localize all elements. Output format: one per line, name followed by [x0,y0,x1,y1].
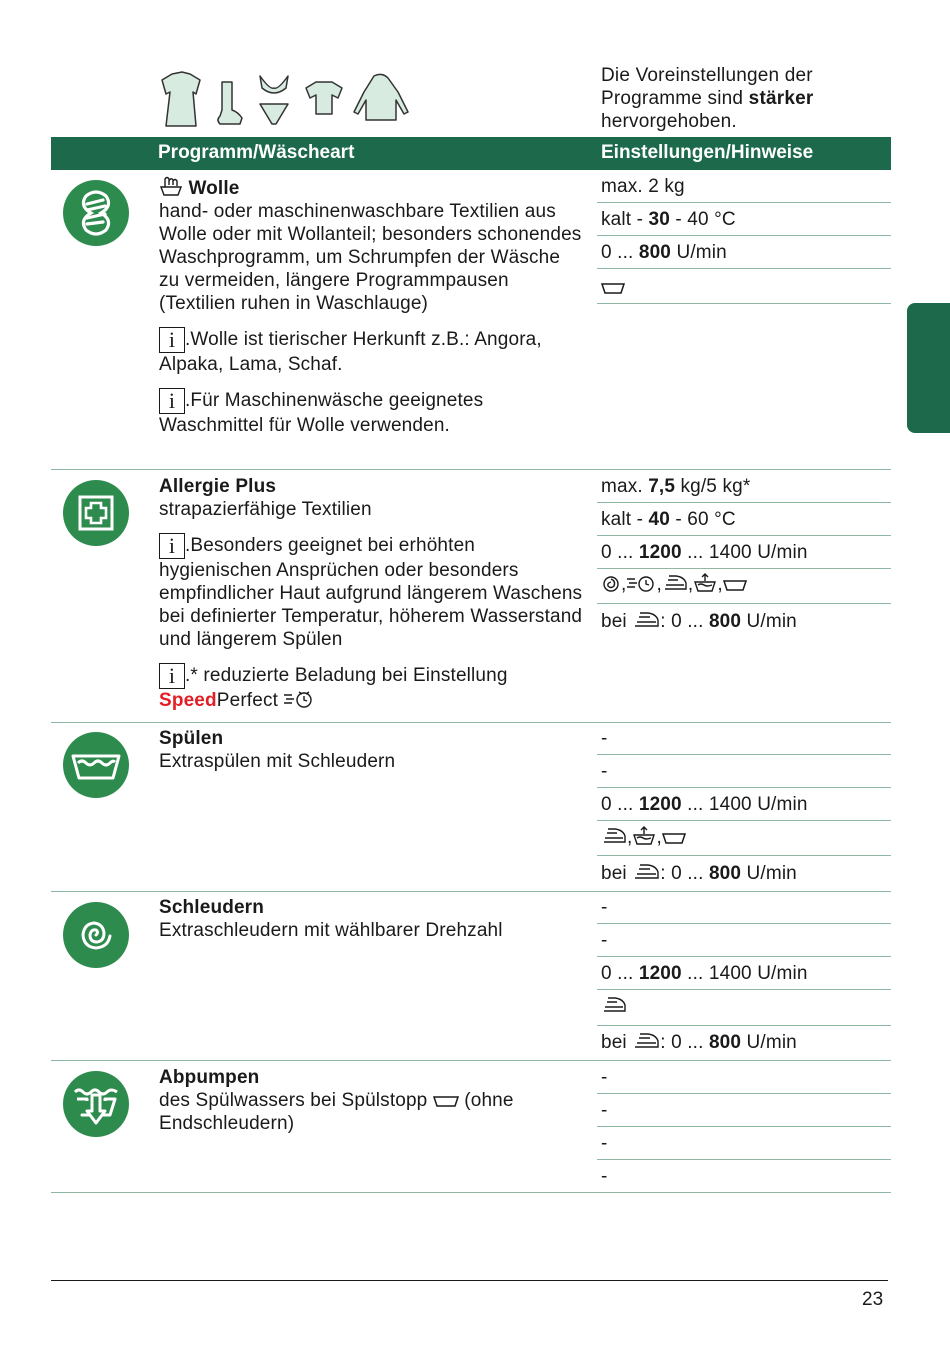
cell-divider [597,568,891,569]
t1: kalt - [601,509,649,530]
spin-setting-less-ironing [597,1031,891,1054]
wool-note-2-text: .Für Maschinenwäsche geeignetes Waschmittel für Wolle verwenden. [159,390,484,436]
cell-divider [597,855,891,856]
cell-divider [597,1093,891,1094]
row-separator [51,469,891,470]
stain-icon [601,575,621,593]
rinse-setting-less-ironing [597,862,891,885]
l2: 7,5 [648,476,676,497]
wool-setting-options [597,276,891,299]
s2: 1200 [638,963,682,984]
spin-description [159,896,584,942]
b3: 800 [708,1032,742,1053]
t3: - 60 °C [669,509,736,530]
t2: 40 [648,509,670,530]
info-icon: i [159,533,185,559]
less-ironing-icon [632,862,660,882]
wool-description [159,175,584,437]
s1: 0 ... [601,963,639,984]
allergy-title: Allergie Plus [159,476,277,497]
cell-divider [597,235,891,236]
rinse-title: Spülen [159,728,224,749]
intro-bold-word: stärker [748,88,814,109]
row-separator [51,1060,891,1061]
wool-setting-spin [597,241,891,264]
s3: U/min [671,242,727,263]
allergy-setting-temp [597,508,891,531]
allergy-note-2 [159,663,584,712]
spin-setting-temp: - [601,930,608,951]
cell-divider [597,1159,891,1160]
drain-text [159,1089,584,1135]
header-settings: Einstellungen/Hinweise [601,142,814,163]
rinse-setting-spin [597,793,891,816]
wool-note-1 [159,327,584,376]
drain-setting-load: - [601,1067,608,1088]
allergy-setting-options [597,573,891,596]
allergy-note-2-text: .* reduzierte Beladung bei Einstellung [185,665,508,686]
rinse-hold-icon [433,1093,459,1109]
rinse-hold-icon [601,280,625,296]
perfect-label: Perfect [216,690,279,711]
allergy-note-1-text: .Besonders geeignet bei erhöhten hygienischen Ansprüchen oder besonders empfindlicher Haut aufgrund längerem Waschens bei definierter Temperatur, höherem Wasserstand und längerem Spülen [159,535,583,650]
speedperfect-icon [283,689,315,709]
page-number: 23 [862,1289,884,1310]
allergy-text: strapazierfähige Textilien [159,499,372,520]
cell-divider [597,303,891,304]
allergy-setting-load [597,475,891,498]
extra-rinse-icon [632,826,656,846]
rinse-setting-temp: - [601,761,608,782]
drain-setting-spin: - [601,1133,608,1154]
spin-setting-spin [597,962,891,985]
l3: kg/5 kg* [675,476,751,497]
info-icon: i [159,327,185,353]
cell-divider [597,923,891,924]
s1: 0 ... [601,542,639,563]
row-separator [51,722,891,723]
cell-divider [597,268,891,269]
wool-title-row [159,175,584,200]
spin-setting-options [597,995,891,1018]
less-ironing-icon [601,826,627,846]
comma: , [656,574,662,595]
cell-divider [597,202,891,203]
drain-setting-options: - [601,1166,608,1187]
comma: , [687,574,694,595]
b2: : 0 ... [660,611,709,632]
intro-line-3: hervorgehoben. [601,111,737,132]
s2: 1200 [638,794,682,815]
cell-divider [597,603,891,604]
rinse-text: Extraspülen mit Schleudern [159,751,396,772]
cell-divider [597,535,891,536]
info-icon: i [159,663,185,689]
cell-divider [597,787,891,788]
b1: bei [601,1032,633,1053]
laundry-items-icon [160,70,415,132]
rinse-hold-icon [662,830,686,846]
spin-text: Extraschleudern mit wählbarer Drehzahl [159,920,503,941]
b3: 800 [708,611,742,632]
s1: 0 ... [601,794,639,815]
t3: - 40 °C [669,209,736,230]
t2: 30 [648,209,670,230]
rinse-setting-load: - [601,728,608,749]
less-ironing-icon [632,610,660,630]
b1: bei [601,863,633,884]
cell-divider [597,820,891,821]
spin-program-icon [63,902,129,968]
s3: ... 1400 U/min [681,794,808,815]
b4: U/min [741,863,797,884]
rinse-program-icon [63,732,129,798]
less-ironing-icon [601,995,627,1015]
intro-text [601,64,901,133]
drain-program-icon [63,1071,129,1137]
comma: , [627,827,633,848]
allergy-setting-less-ironing [597,610,891,633]
intro-line-1: Die Voreinstellungen der [601,65,813,86]
s2: 1200 [638,542,682,563]
s3: ... 1400 U/min [681,542,808,563]
s2: 800 [638,242,672,263]
intro-line-2-text: Programme sind [601,88,749,109]
table-header [51,137,891,170]
wool-note-2 [159,388,584,437]
comma: , [621,574,627,595]
handwash-icon [159,175,183,197]
allergy-plus-icon [63,480,129,546]
cell-divider [597,956,891,957]
speedperfect-icon [626,573,656,593]
rinse-description [159,727,584,773]
intro-line-2 [601,87,901,110]
cell-divider [597,1025,891,1026]
t1: kalt - [601,209,649,230]
allergy-setting-spin [597,541,891,564]
comma: , [656,827,662,848]
wool-program-icon [63,180,129,246]
drain-description [159,1066,584,1135]
spin-setting-load: - [601,897,608,918]
l1: max. [601,476,649,497]
wool-note-1-text: .Wolle ist tierischer Herkunft z.B.: Angora, Alpaka, Lama, Schaf. [159,329,542,375]
drain-text-2: (ohne Endschleudern) [159,1090,514,1134]
cell-divider [597,502,891,503]
info-icon: i [159,388,185,414]
cell-divider [597,754,891,755]
cell-divider [597,1126,891,1127]
wool-setting-load: max. 2 kg [601,176,685,197]
b4: U/min [741,1032,797,1053]
b4: U/min [741,611,797,632]
cell-divider [597,989,891,990]
extra-rinse-icon [693,573,717,593]
s1: 0 ... [601,242,639,263]
rinse-setting-options [597,826,891,849]
drain-title: Abpumpen [159,1067,260,1088]
allergy-description [159,475,584,712]
table-bottom-line [51,1192,891,1193]
drain-text-1: des Spülwassers bei Spülstopp [159,1090,433,1111]
row-separator [51,891,891,892]
b2: : 0 ... [660,863,709,884]
b2: : 0 ... [660,1032,709,1053]
header-program: Programm/Wäscheart [158,142,355,163]
less-ironing-icon [632,1031,660,1051]
less-ironing-icon [662,573,688,593]
speed-label: Speed [159,690,217,711]
section-tab [907,303,950,433]
wool-setting-temp [597,208,891,231]
b3: 800 [708,863,742,884]
s3: ... 1400 U/min [681,963,808,984]
allergy-note-1 [159,533,584,651]
drain-setting-temp: - [601,1100,608,1121]
spin-title: Schleudern [159,897,264,918]
wool-text: hand- oder maschinenwaschbare Textilien aus Wolle oder mit Wollanteil; besonders schonendes Waschprogramm, um Schrumpfen der Wäsche zu vermeiden, längere Programmpausen (Textilien ruhen in Waschlauge) [159,201,582,314]
rinse-hold-icon [723,577,747,593]
comma: , [717,574,723,595]
footer-rule [51,1280,888,1281]
b1: bei [601,611,633,632]
wool-title: Wolle [188,178,240,199]
